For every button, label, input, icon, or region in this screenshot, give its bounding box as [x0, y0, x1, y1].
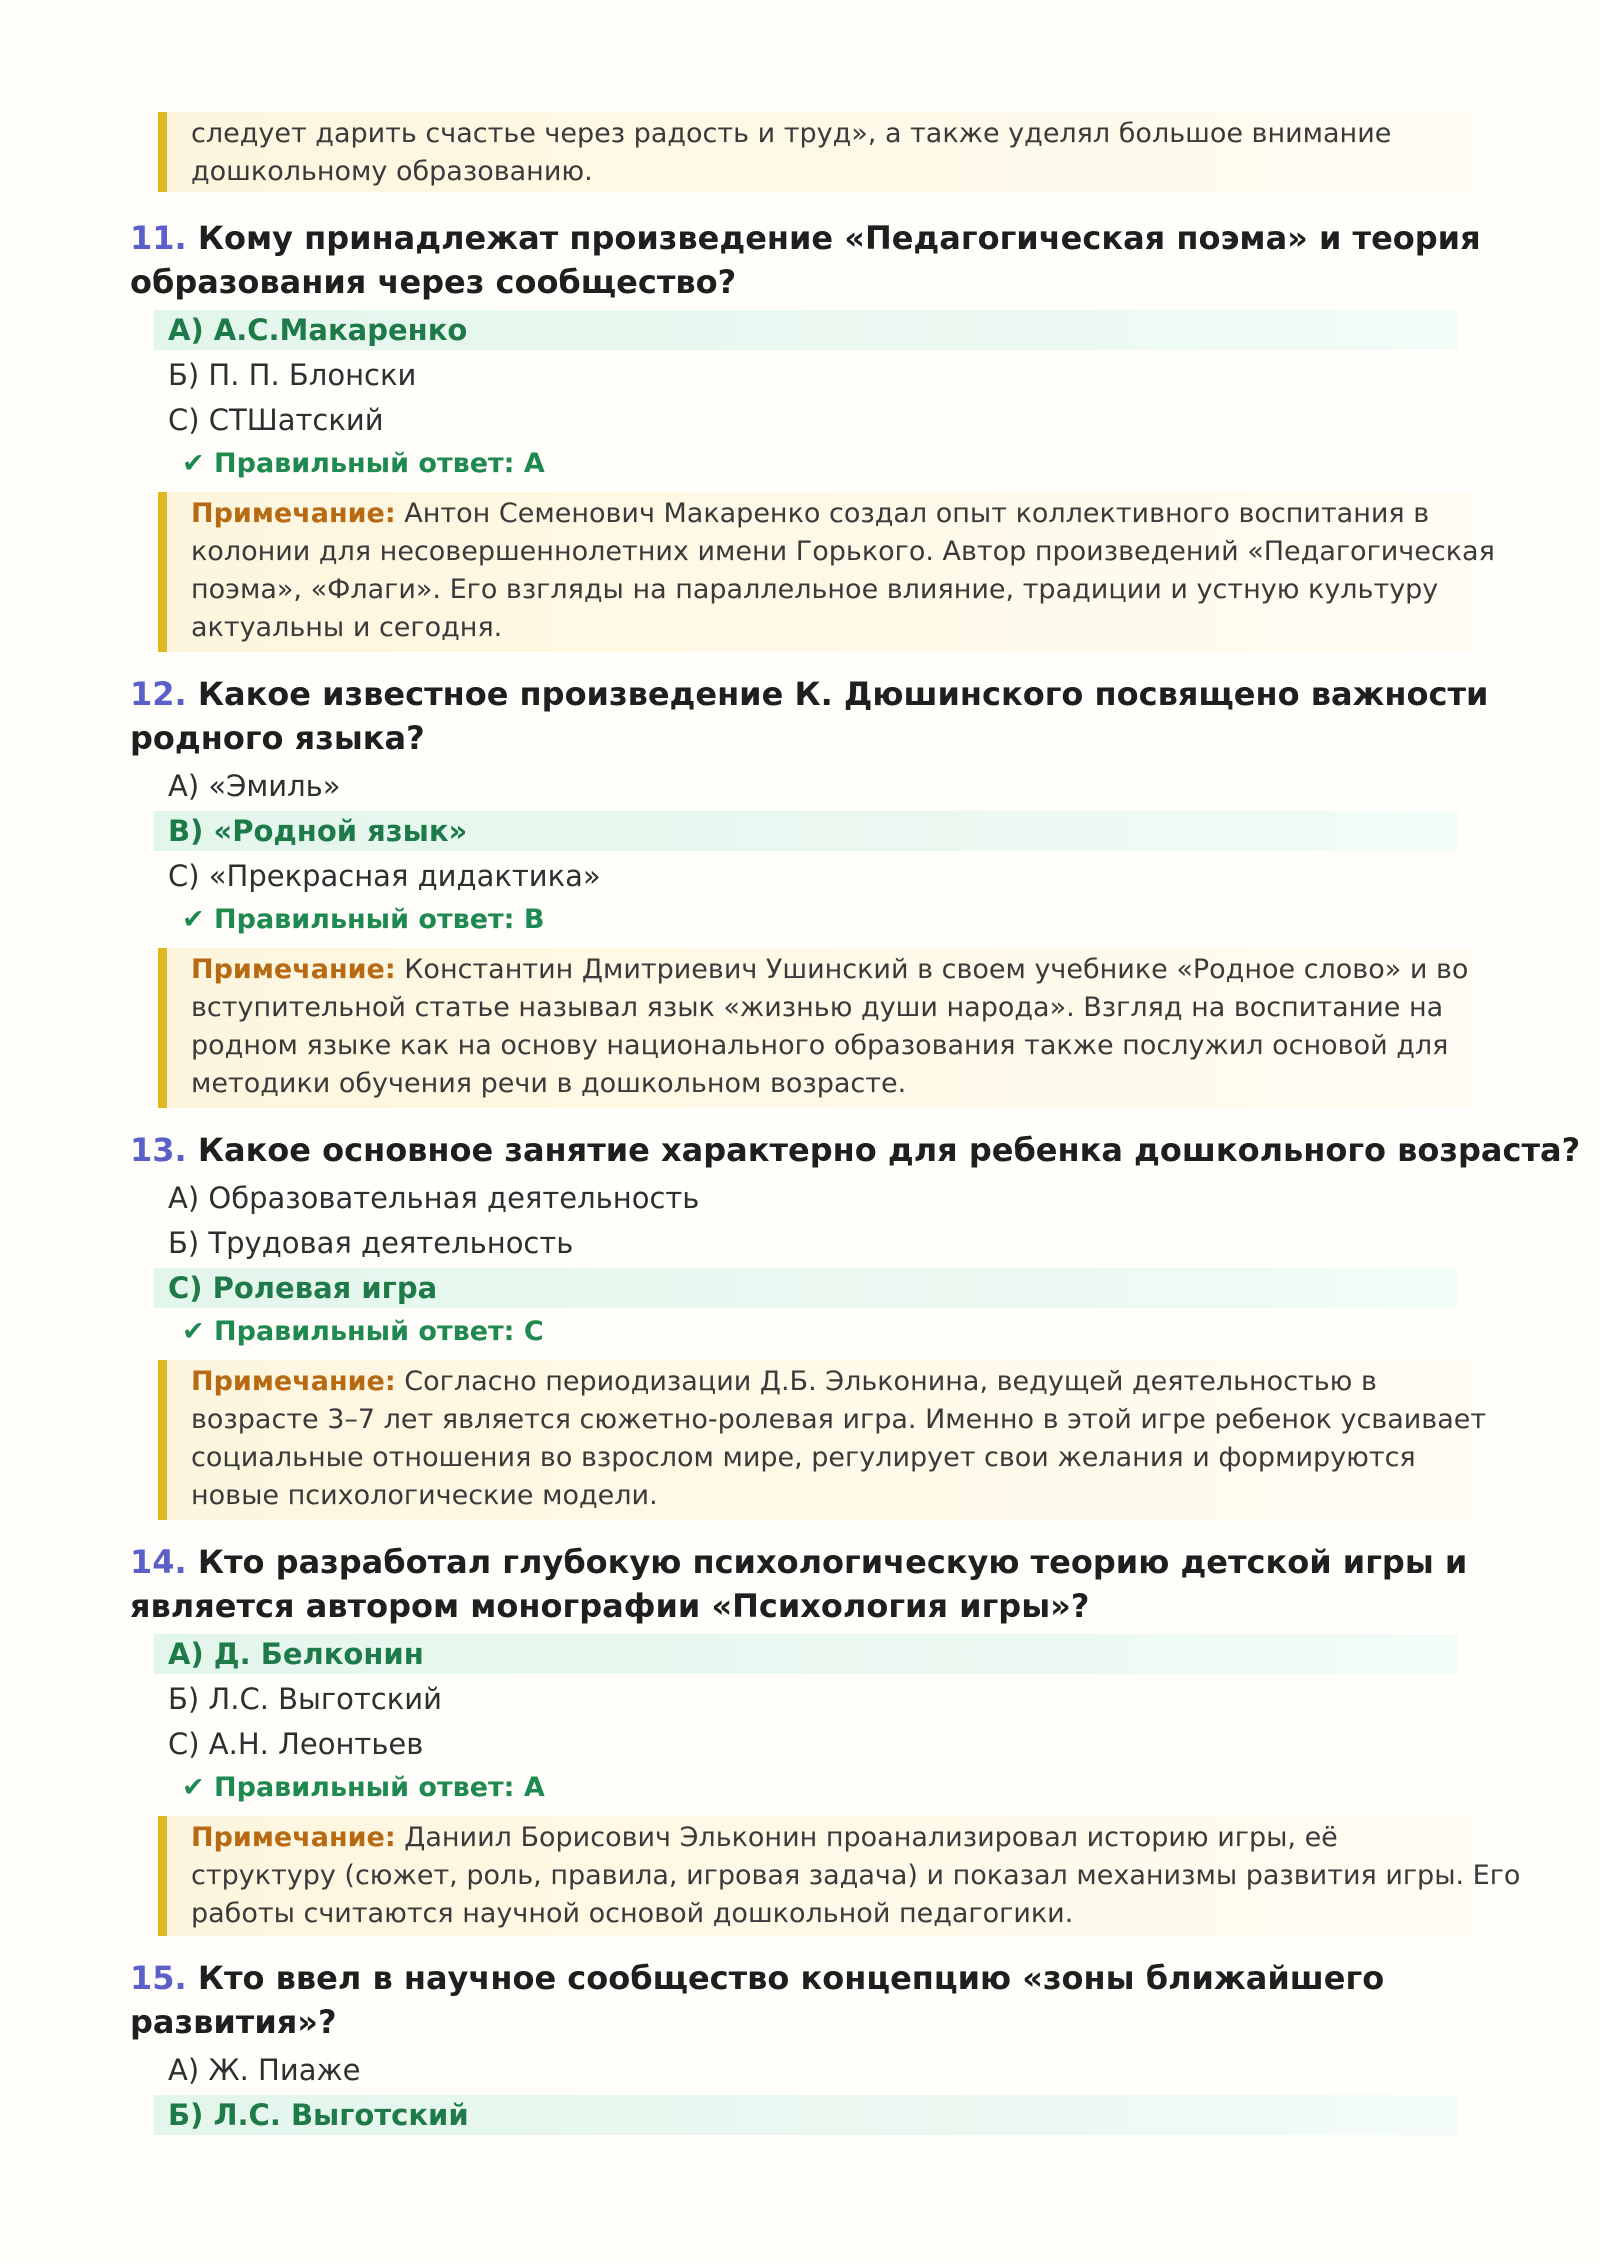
note-label: Примечание: [191, 954, 396, 985]
question-12 [130, 672, 1490, 760]
option[interactable]: А) «Эмиль» [168, 769, 341, 803]
option[interactable]: Б) Трудовая деятельность [168, 1226, 574, 1260]
option-correct[interactable]: С) Ролевая игра [154, 1268, 1458, 1308]
note-text: социальные отношения во взрослом мире, регулирует свои желания и формируются [191, 1442, 1416, 1473]
option-correct[interactable]: В) «Родной язык» [154, 811, 1458, 851]
question-text: Кто разработал глубокую психологическую теорию детской игры и [197, 1543, 1468, 1581]
note-text: Согласно периодизации Д.Б. Эльконина, ведущей деятельностью в [404, 1366, 1377, 1397]
note-text: поэма», «Флаги». Его взгляды на параллельное влияние, традиции и устную культуру [191, 574, 1439, 605]
note-label: Примечание: [191, 1822, 396, 1853]
note-text: вступительной статье называл язык «жизнью души народа». Взгляд на воспитание на [191, 992, 1444, 1023]
note-block [158, 1816, 1521, 1936]
note-text: следует дарить счастье через радость и труд», а также уделял большое внимание [191, 118, 1392, 149]
note-text: дошкольному образованию. [191, 156, 593, 187]
note-text: новые психологические модели. [191, 1480, 658, 1511]
note-text: Даниил Борисович Эльконин проанализировал историю игры, её [404, 1822, 1338, 1853]
correct-answer: ✔ Правильный ответ: В [182, 904, 545, 935]
note-block [158, 948, 1472, 1108]
note-text: актуальны и сегодня. [191, 612, 503, 643]
option[interactable]: А) Образовательная деятельность [168, 1181, 700, 1215]
note-label: Примечание: [191, 498, 396, 529]
question-11 [130, 216, 1490, 304]
note-text: структуру (сюжет, роль, правила, игровая задача) и показал механизмы развития игры. Его [191, 1860, 1521, 1891]
option[interactable]: С) «Прекрасная дидактика» [168, 859, 601, 893]
option-correct[interactable]: А) А.С.Макаренко [154, 310, 1458, 350]
note-label: Примечание: [191, 1366, 396, 1397]
question-number: 13. [130, 1131, 187, 1169]
note-text: методики обучения речи в дошкольном возрасте. [191, 1068, 907, 1099]
note-text: работы считаются научной основой дошкольной педагогики. [191, 1898, 1074, 1929]
note-text: колонии для несовершеннолетних имени Горького. Автор произведений «Педагогическая [191, 536, 1495, 567]
option-correct[interactable]: Б) Л.С. Выготский [154, 2095, 1458, 2135]
question-text: Кому принадлежат произведение «Педагогическая поэма» и теория [197, 219, 1481, 257]
option[interactable]: С) СТШатский [168, 403, 384, 437]
option-correct[interactable]: А) Д. Белконин [154, 1634, 1458, 1674]
correct-answer: ✔ Правильный ответ: С [182, 1316, 544, 1347]
option[interactable]: Б) Л.С. Выготский [168, 1682, 442, 1716]
note-text: Константин Дмитриевич Ушинский в своем учебнике «Родное слово» и во [404, 954, 1469, 985]
correct-answer: ✔ Правильный ответ: А [182, 1772, 545, 1803]
question-number: 12. [130, 675, 187, 713]
question-text: Какое основное занятие характерно для ребенка дошкольного возраста? [197, 1131, 1581, 1169]
question-13 [130, 1128, 1581, 1172]
note-text: возрасте 3–7 лет является сюжетно-ролевая игра. Именно в этой игре ребенок усваивает [191, 1404, 1487, 1435]
note-block [158, 492, 1495, 652]
question-15 [130, 1956, 1490, 2044]
option[interactable]: А) Ж. Пиаже [168, 2053, 361, 2087]
question-text: образования через сообщество? [130, 263, 737, 301]
question-text: Какое известное произведение К. Дюшинского посвящено важности [197, 675, 1489, 713]
note-block [158, 1360, 1487, 1520]
question-number: 15. [130, 1959, 187, 1997]
option[interactable]: С) А.Н. Леонтьев [168, 1727, 424, 1761]
question-14 [130, 1540, 1490, 1628]
question-text: родного языка? [130, 719, 425, 757]
correct-answer: ✔ Правильный ответ: А [182, 448, 545, 479]
question-text: Кто ввел в научное сообщество концепцию «зоны ближайшего [197, 1959, 1385, 1997]
question-text: развития»? [130, 2003, 337, 2041]
question-number: 14. [130, 1543, 187, 1581]
note-block [158, 112, 1472, 192]
question-number: 11. [130, 219, 187, 257]
option[interactable]: Б) П. П. Блонски [168, 358, 417, 392]
note-text: Антон Семенович Макаренко создал опыт коллективного воспитания в [404, 498, 1430, 529]
note-text: родном языке как на основу национального образования также послужил основой для [191, 1030, 1449, 1061]
question-text: является автором монографии «Психология игры»? [130, 1587, 1090, 1625]
